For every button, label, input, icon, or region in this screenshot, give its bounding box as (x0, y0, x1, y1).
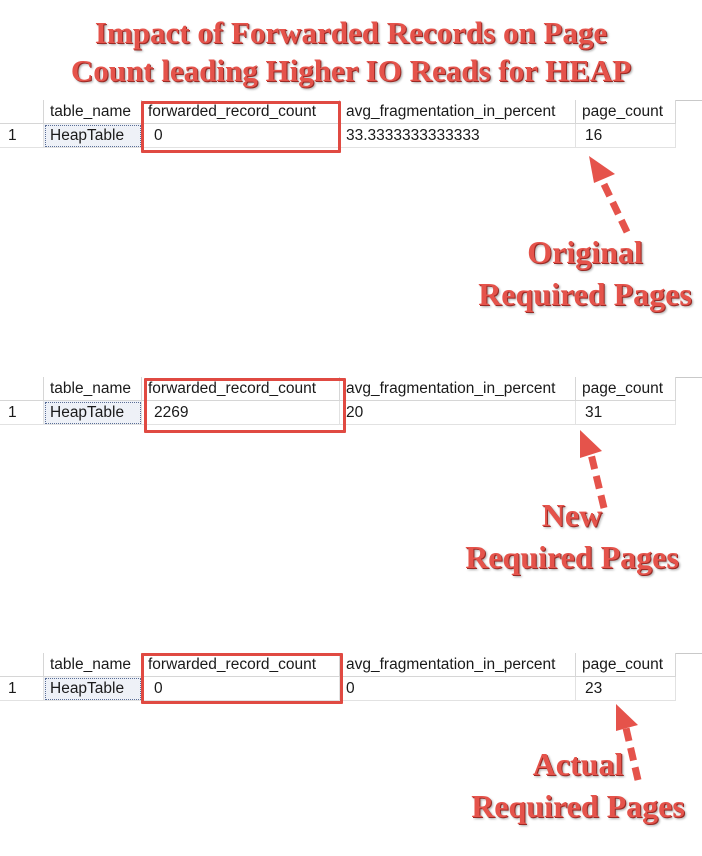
row-number-header[interactable] (0, 100, 44, 124)
annotation-line-2: Required Pages (465, 539, 679, 575)
cell-table-name[interactable]: HeapTable (44, 124, 142, 148)
cell-table-name[interactable]: HeapTable (44, 401, 142, 425)
cell-avg-fragmentation[interactable]: 0 (340, 677, 576, 701)
forwarded-count-highlight-box (141, 101, 341, 153)
cell-forwarded-record-count[interactable]: 2269 (142, 401, 340, 425)
title-line-1: Impact of Forwarded Records on Page (94, 15, 608, 50)
cell-forwarded-record-count[interactable]: 0 (142, 124, 340, 148)
annotation-line-1: New (541, 497, 603, 533)
page-title (0, 14, 702, 90)
column-header-avg-fragmentation[interactable]: avg_fragmentation_in_percent (340, 100, 576, 124)
row-number-header[interactable] (0, 653, 44, 677)
cell-forwarded-record-count[interactable]: 0 (142, 677, 340, 701)
cell-page-count[interactable]: 16 (576, 124, 676, 148)
column-header-table-name[interactable]: table_name (44, 653, 142, 677)
row-number[interactable]: 1 (0, 677, 44, 701)
column-header-forwarded-record-count[interactable]: forwarded_record_count (142, 100, 340, 124)
column-header-avg-fragmentation[interactable]: avg_fragmentation_in_percent (340, 653, 576, 677)
row-number[interactable]: 1 (0, 401, 44, 425)
forwarded-count-highlight-box (144, 378, 346, 433)
annotation-actual-required-pages (454, 743, 702, 827)
dashed-arrow-up-icon (585, 150, 645, 240)
annotation-original-required-pages (462, 231, 702, 315)
column-header-page-count[interactable]: page_count (576, 653, 676, 677)
row-number-header[interactable] (0, 377, 44, 401)
title-line-2: Count leading Higher IO Reads for HEAP (70, 53, 632, 88)
results-grid-3[interactable] (0, 653, 702, 713)
annotation-line-2: Required Pages (478, 276, 692, 312)
column-header-forwarded-record-count[interactable]: forwarded_record_count (142, 653, 340, 677)
cell-avg-fragmentation[interactable]: 33.3333333333333 (340, 124, 576, 148)
cell-page-count[interactable]: 23 (576, 677, 676, 701)
annotation-line-1: Actual (532, 746, 624, 782)
row-number[interactable]: 1 (0, 124, 44, 148)
column-header-page-count[interactable]: page_count (576, 377, 676, 401)
column-header-page-count[interactable]: page_count (576, 100, 676, 124)
cell-table-name[interactable]: HeapTable (44, 677, 142, 701)
cell-page-count[interactable]: 31 (576, 401, 676, 425)
column-header-table-name[interactable]: table_name (44, 377, 142, 401)
annotation-new-required-pages (450, 494, 694, 578)
annotation-line-2: Required Pages (471, 788, 685, 824)
cell-avg-fragmentation[interactable]: 20 (340, 401, 576, 425)
column-header-avg-fragmentation[interactable]: avg_fragmentation_in_percent (340, 377, 576, 401)
column-header-table-name[interactable]: table_name (44, 100, 142, 124)
forwarded-count-highlight-box (141, 653, 343, 704)
annotation-line-1: Original (527, 234, 643, 270)
column-header-forwarded-record-count[interactable]: forwarded_record_count (142, 377, 340, 401)
